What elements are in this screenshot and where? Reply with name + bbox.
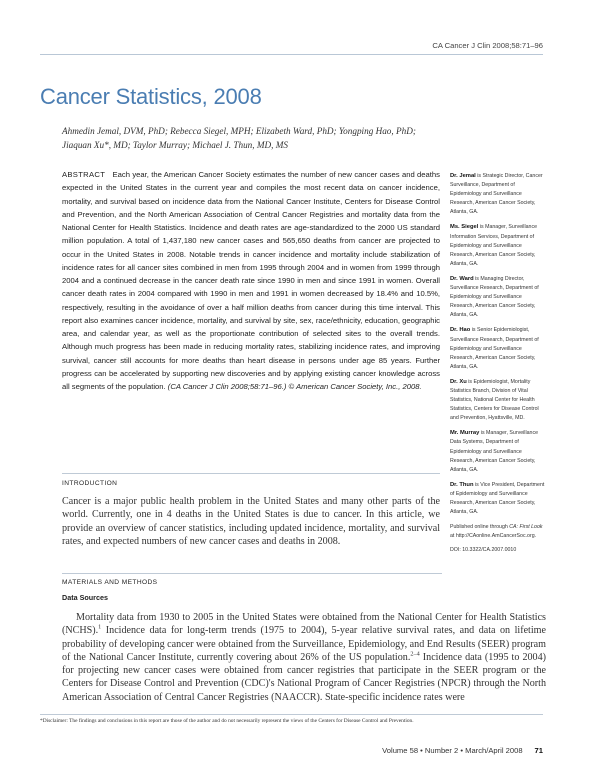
methods-text-1: Mortality data from 1930 to 2005 in the United States were obtained from the National Center for Health Statistics (NCHS).: [62, 612, 546, 637]
affiliation-item: [450, 378, 545, 423]
introduction-paragraph: Cancer is a major public health problem in the United States and many other parts of the world. Currently, one in 4 deaths in the United States is due to cancer. In this article, we provide an overview of cancer statistics, including updated incidence, mortality, and survival rates, and expected numbers of new cancer cases and deaths in 2008.: [62, 496, 440, 547]
affiliation-item: [450, 481, 545, 517]
affiliation-text: is Manager, Surveillance Information Services, Department of Epidemiology and Surveillance Research, American Cancer Society, Atlanta, GA.: [450, 224, 538, 267]
author-list: Ahmedin Jemal, DVM, PhD; Rebecca Siegel, MPH; Elizabeth Ward, PhD; Yongping Hao, PhD; Jiaquan Xu*, MD; Taylor Murray; Michael J. Thun, MD, MS: [62, 126, 416, 150]
affiliation-item: [450, 429, 545, 474]
affiliation-text: is Vice President, Department of Epidemiology and Surveillance Research, American Cancer Society, Atlanta, GA.: [450, 481, 545, 516]
methods-text-3: Incidence data (1995 to 2004) for projecting new cancer cases were obtained from cancer registries that participate in the SEER program or the Centers for Disease Control and Prevention (CDC)'s National Program of Cancer Registries (NPCR) through the North American Association of Central Cancer Registries (NAACCR). State-specific incidence rates were: [62, 651, 546, 703]
methods-rule: [62, 573, 442, 574]
article-title: Cancer Statistics, 2008: [40, 84, 262, 109]
methods-heading: MATERIALS AND METHODS: [62, 579, 158, 586]
running-head: CA Cancer J Clin 2008;58:71–96: [432, 41, 543, 50]
affiliation-name: Dr. Thun: [450, 481, 474, 488]
published-online-note: [450, 523, 545, 541]
header-rule: [40, 54, 543, 55]
footnote-rule: [40, 714, 543, 715]
published-prefix: Published online through: [450, 524, 508, 531]
author-affiliations: [450, 172, 545, 555]
affiliation-name: Ms. Siegel: [450, 224, 479, 231]
affiliation-text: is Strategic Director, Cancer Surveillance, Department of Epidemiology and Surveillance Research, American Cancer Society, Atlanta, GA.: [450, 173, 543, 216]
page-footer: [382, 746, 543, 755]
reference-1: 1: [98, 623, 102, 631]
affiliation-text: is Manager, Surveillance Data Systems, Department of Epidemiology and Surveillance Research, American Cancer Society, Atlanta, GA.: [450, 430, 538, 473]
affiliation-name: Dr. Xu: [450, 378, 467, 385]
abstract-text: Each year, the American Cancer Society estimates the number of new cancer cases and deaths expected in the United States in the current year and compiles the most recent data on cancer incidence, mortality, and survival based on incidence data from the National Cancer Institute, Centers for Disease Control and Prevention, and the North American Association of Central Cancer Registries and mortality data from the National Center for Health Statistics. Incidence and death rates are age-standardized to the 2000 US standard million population. A total of 1,437,180 new cancer cases and 565,650 deaths from cancer are projected to occur in the United States in 2008. Notable trends in cancer incidence and mortality include stabilization of incidence rates for all cancer sites combined in men from 1995 through 2004 and in women from 1999 through 2004 and a continued decrease in the cancer death rate since 1990 in men and since 1991 in women. Overall cancer death rates in 2004 compared with 1990 in men and 1991 in women decreased by 18.4% and 10.5%, respectively, resulting in the avoidance of over a half million deaths from cancer during this time interval. This report also examines cancer incidence, mortality, and survival by site, sex, race/ethnicity, education, geographic area, and calendar year, as well as the proportionate contribution of selected sites to the overall trends. Although much progress has been made in reducing mortality rates, stabilizing incidence rates, and improving survival, cancer still accounts for more deaths than heart disease in persons under age 85 years. Further progress can be accelerated by supporting new discoveries and by applying existing cancer knowledge across all segments of the population.: [62, 170, 440, 391]
affiliation-item: [450, 172, 545, 217]
affiliation-item: [450, 326, 545, 371]
affiliation-text: is Managing Director, Surveillance Research, Department of Epidemiology and Surveillance Research, American Cancer Society, Atlanta, GA.: [450, 275, 539, 319]
affiliation-name: Dr. Hao: [450, 327, 471, 334]
abstract: [62, 168, 440, 393]
disclaimer-footnote: *Disclaimer: The findings and conclusions in this report are those of the author and do not necessarily represent the views of the Centers for Disease Control and Prevention.: [40, 718, 414, 724]
affiliation-name: Mr. Murray: [450, 430, 480, 437]
issue-info: Volume 58 • Number 2 • March/April 2008: [382, 746, 523, 755]
affiliation-name: Dr. Ward: [450, 275, 474, 282]
affiliation-name: Dr. Jemal: [450, 173, 476, 179]
abstract-label: ABSTRACT: [62, 170, 106, 179]
published-source: CA: First Look: [509, 524, 543, 531]
introduction-rule: [62, 473, 440, 474]
doi: DOI: 10.3322/CA.2007.0010: [450, 547, 517, 554]
affiliation-item: [450, 223, 545, 268]
data-sources-subheading: Data Sources: [62, 593, 108, 602]
reference-2: 2–4: [410, 650, 420, 658]
affiliation-item: [450, 275, 545, 320]
page-number: 71: [534, 746, 543, 755]
affiliation-text: is Senior Epidemiologist, Surveillance Research, Department of Epidemiology and Surveillance Research, American Cancer Society, Atlanta, GA.: [450, 327, 539, 370]
methods-paragraph: [62, 611, 546, 704]
methods-text-2: Incidence data for long-term trends (1975 to 2004), 5-year relative survival rates, and data on lifetime probability of developing cancer were obtained from the Surveillance, Epidemiology, and End Results (SEER) program of the National Cancer Institute, currently covering about 26% of the US population.: [62, 625, 546, 663]
abstract-citation: (CA Cancer J Clin 2008;58:71–96.) © American Cancer Society, Inc., 2008.: [167, 382, 422, 391]
introduction-heading: INTRODUCTION: [62, 480, 118, 487]
published-url[interactable]: at http://CAonline.AmCancerSoc.org.: [450, 533, 537, 540]
affiliation-text: is Epidemiologist, Mortality Statistics Branch, Division of Vital Statistics, National Center for Health Statistics, Centers for Disease Control and Prevention, Hyattsville, MD.: [450, 378, 539, 422]
